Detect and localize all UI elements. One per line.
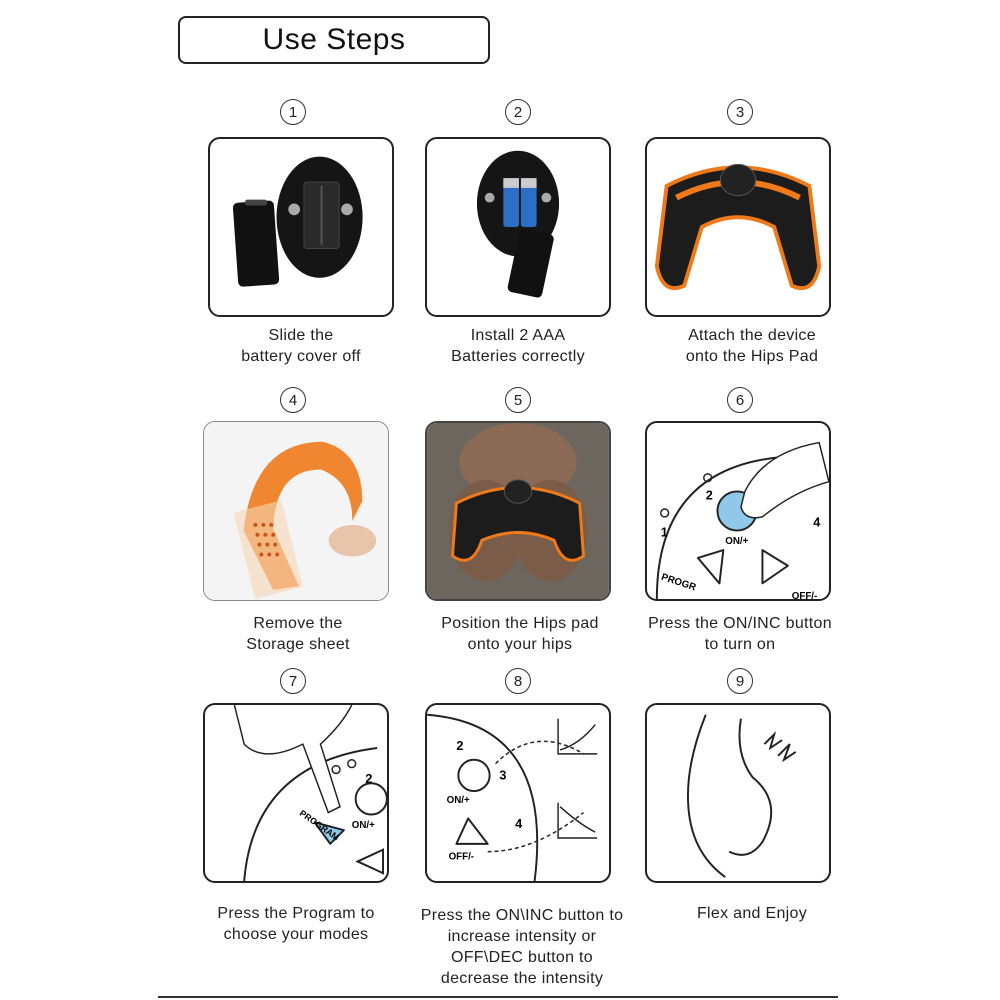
step-3-number: 3 [727,99,753,125]
step-6-image [645,421,831,601]
step-3-caption: Attach the device onto the Hips Pad [685,327,819,365]
step-5-number: 5 [505,387,531,413]
device-label-off: OFF/- [448,851,475,863]
device-label-program-partial: PROGR [659,571,698,594]
step-2-number: 2 [505,99,531,125]
step-5-caption: Position the Hips pad onto your hips [441,615,599,653]
step-1-number: 1 [280,99,306,125]
step-5-image [425,421,611,601]
step-8-image [425,703,611,883]
step-9-image [645,703,831,883]
device-label-2: 2 [365,771,373,787]
step-4-number: 4 [280,387,306,413]
device-label-program: PROGRAM [297,807,342,843]
step-6-caption: Press the ON/INC button to turn on [648,615,832,653]
flex-and-enjoy-illustration [647,705,829,881]
step-8-number: 8 [505,668,531,694]
step-2-caption: Install 2 AAA Batteries correctly [451,327,585,365]
step-8-caption: Press the ON\INC button to increase intensity or OFF\DEC button to decrease the intensity [420,907,624,987]
device-label-on: ON/+ [446,794,470,806]
device-label-1: 1 [660,524,668,540]
press-program-illustration [205,705,387,881]
step-4-image [203,421,389,601]
install-batteries-illustration [427,139,609,315]
device-label-on: ON/+ [351,820,375,832]
hips-pad-device-illustration [647,139,829,315]
device-label-2: 2 [705,487,713,503]
step-2-image [425,137,611,317]
device-label-off-partial: OFF/- [791,591,818,599]
step-3-image [645,137,831,317]
position-hips-pad-photo [427,423,609,599]
step-9-caption: Flex and Enjoy [696,905,808,922]
device-label-2: 2 [456,737,464,753]
step-7-caption: Press the Program to choose your modes [217,905,375,943]
step-9-number: 9 [727,668,753,694]
step-4-caption: Remove the Storage sheet [246,615,350,653]
step-1-image [208,137,394,317]
step-6-number: 6 [727,387,753,413]
device-label-4: 4 [813,514,821,530]
adjust-intensity-illustration [427,705,609,881]
remove-storage-sheet-illustration [204,422,388,600]
page-title: Use Steps [178,16,490,64]
step-7-image [203,703,389,883]
battery-cover-illustration [210,139,392,315]
step-7-number: 7 [280,668,306,694]
device-label-on: ON/+ [725,536,749,548]
device-label-4: 4 [515,816,523,832]
step-1-caption: Slide the battery cover off [241,327,361,365]
device-label-3: 3 [499,767,507,783]
bottom-divider [158,996,838,998]
press-on-button-illustration [647,423,829,599]
